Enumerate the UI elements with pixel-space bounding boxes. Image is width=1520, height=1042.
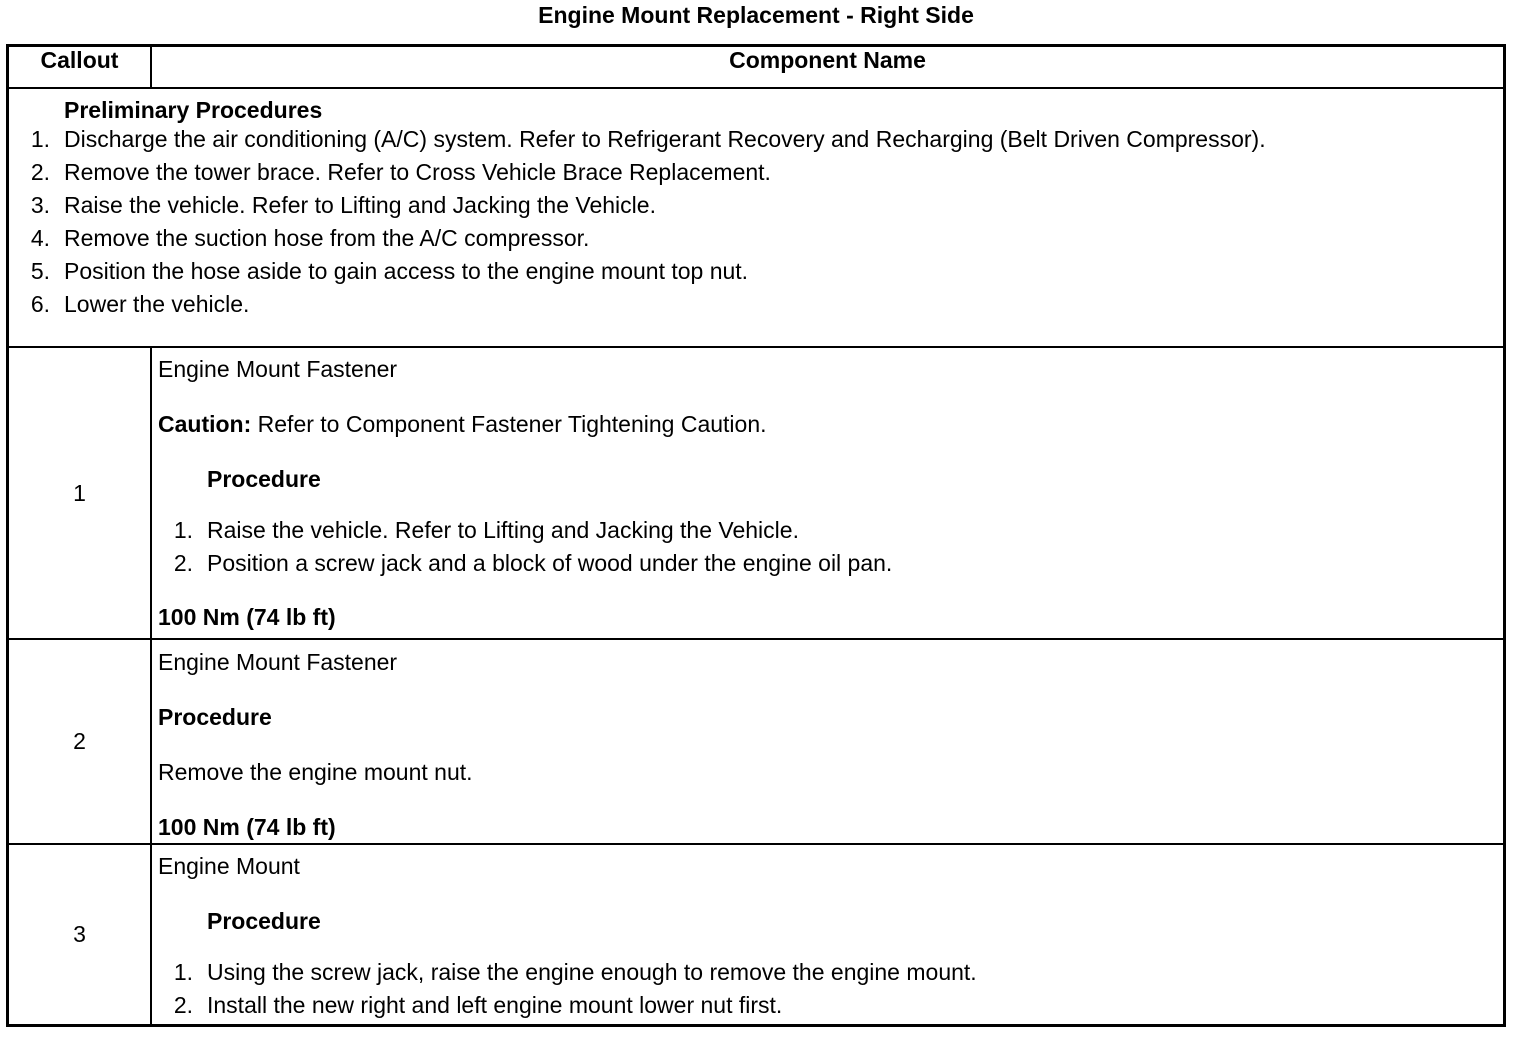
procedure-step: [158, 989, 1503, 1022]
component-name-column-header: Component Name: [151, 46, 1505, 89]
step-number: 4.: [30, 225, 50, 251]
preliminary-step: [9, 222, 1503, 255]
step-number: 2.: [30, 159, 50, 185]
preliminary-procedures-row: [8, 88, 1505, 347]
preliminary-step: [9, 255, 1503, 288]
step-number: 1.: [173, 959, 193, 985]
component-cell: [151, 347, 1505, 639]
step-number: 5.: [30, 258, 50, 284]
step-text: Remove the tower brace. Refer to Cross Vehicle Brace Replacement.: [64, 159, 771, 185]
step-number: 2.: [173, 550, 193, 576]
caution-label: Caution:: [158, 411, 252, 437]
caution-note: [158, 411, 1503, 437]
step-text: Raise the vehicle. Refer to Lifting and Jacking the Vehicle.: [207, 517, 799, 543]
table-row: [8, 639, 1505, 844]
step-number: 1.: [30, 126, 50, 152]
callout-column-header: Callout: [8, 46, 152, 89]
procedure-label: Procedure: [158, 704, 272, 730]
component-name: Engine Mount: [158, 853, 300, 879]
component-cell: [151, 639, 1505, 844]
step-text: Lower the vehicle.: [64, 291, 250, 317]
preliminary-procedures-title: Preliminary Procedures: [64, 97, 323, 123]
procedure-label: Procedure: [207, 466, 321, 492]
step-number: 3.: [30, 192, 50, 218]
document-title: Engine Mount Replacement - Right Side: [538, 2, 974, 28]
preliminary-procedures-cell: [8, 88, 1505, 347]
component-name: Engine Mount Fastener: [158, 649, 398, 675]
step-text: Discharge the air conditioning (A/C) system. Refer to Refrigerant Recovery and Recharging (Belt Driven Compressor).: [64, 126, 1266, 152]
step-number: 2.: [173, 992, 193, 1018]
callout-number: 2: [8, 639, 152, 844]
step-text: Install the new right and left engine mount lower nut first.: [207, 992, 783, 1018]
preliminary-steps-list: [9, 123, 1503, 321]
torque-spec: 100 Nm (74 lb ft): [158, 604, 336, 630]
step-text: Using the screw jack, raise the engine enough to remove the engine mount.: [207, 959, 977, 985]
procedure-label: Procedure: [207, 908, 321, 934]
step-number: 6.: [30, 291, 50, 317]
component-cell: [151, 844, 1505, 1025]
step-text: Position a screw jack and a block of wood under the engine oil pan.: [207, 550, 893, 576]
step-text: Raise the vehicle. Refer to Lifting and Jacking the Vehicle.: [64, 192, 656, 218]
table-row: [8, 844, 1505, 1025]
procedure-steps-list: [158, 956, 1503, 1022]
component-name: Engine Mount Fastener: [158, 356, 398, 382]
caution-text: Refer to Component Fastener Tightening Caution.: [251, 411, 767, 437]
procedure-step: [158, 956, 1503, 989]
callout-number: 3: [8, 844, 152, 1025]
preliminary-step: [9, 189, 1503, 222]
procedure-table: [6, 44, 1506, 1027]
table-header-row: [8, 46, 1505, 89]
step-number: 1.: [173, 517, 193, 543]
preliminary-step: [9, 123, 1503, 156]
torque-spec: 100 Nm (74 lb ft): [158, 814, 336, 840]
procedure-instruction: Remove the engine mount nut.: [158, 759, 473, 785]
step-text: Position the hose aside to gain access to the engine mount top nut.: [64, 258, 749, 284]
preliminary-step: [9, 288, 1503, 321]
procedure-step: [158, 547, 1503, 580]
procedure-steps-list: [158, 514, 1503, 580]
table-row: [8, 347, 1505, 639]
preliminary-step: [9, 156, 1503, 189]
step-text: Remove the suction hose from the A/C compressor.: [64, 225, 590, 251]
procedure-step: [158, 514, 1503, 547]
callout-number: 1: [8, 347, 152, 639]
